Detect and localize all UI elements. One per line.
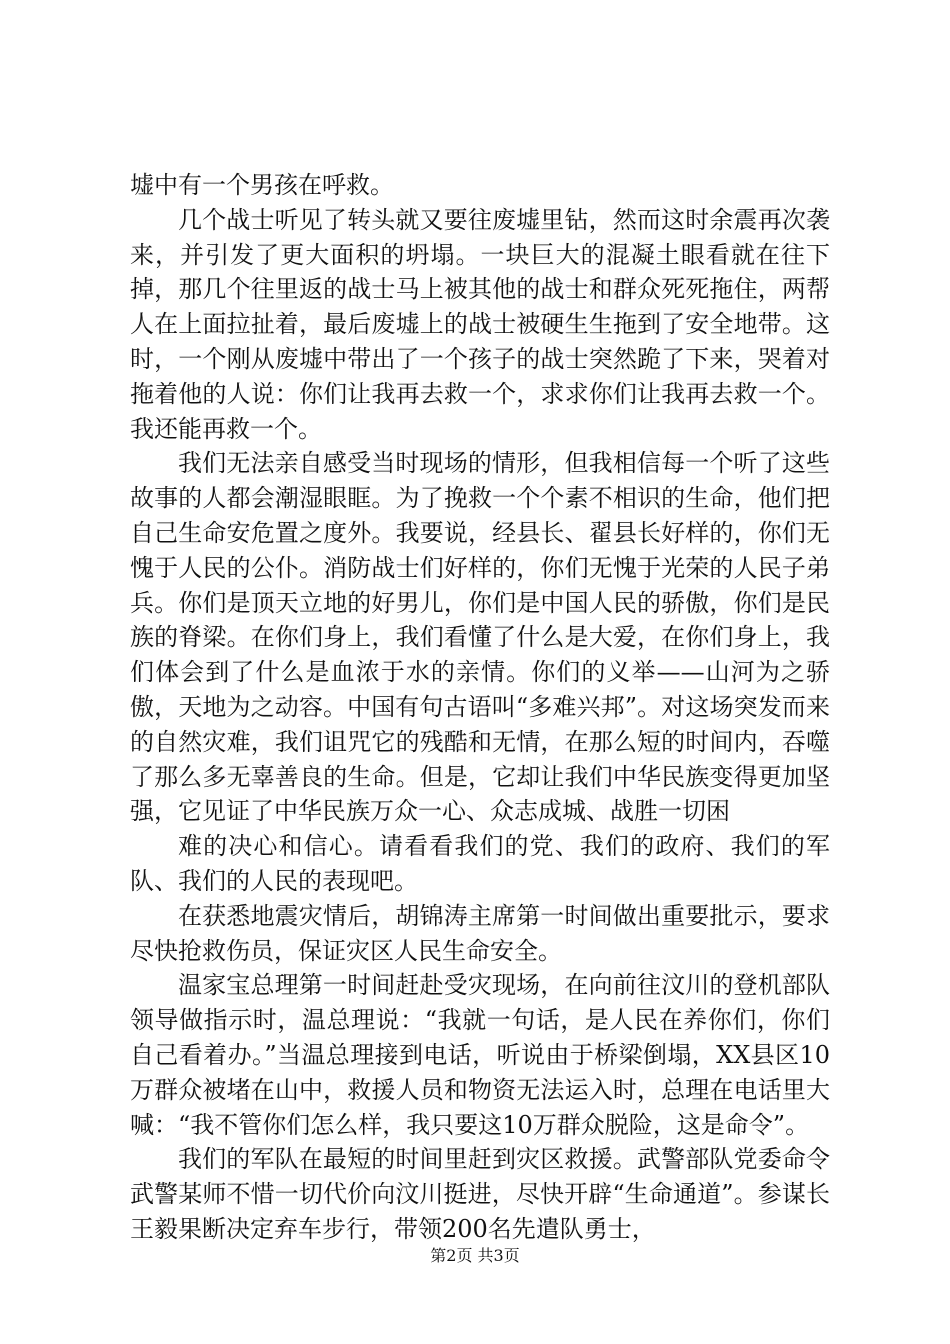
paragraph-5: 在获悉地震灾情后，胡锦涛主席第一时间做出重要批示，要求尽快抢救伤员，保证灾区人民生命安全。 bbox=[130, 901, 830, 965]
paragraph-7: 我们的军队在最短的时间里赶到灾区救援。武警部队党委命令武警某师不惜一切代价向汶川挺进，尽快开辟“生命通道”。参谋长王毅果断决定弃车步行，带领200名先遣队勇士， bbox=[130, 1145, 830, 1243]
paragraph-3: 我们无法亲自感受当时现场的情形，但我相信每一个听了这些故事的人都会潮湿眼眶。为了挽救一个个素不相识的生命，他们把自己生命安危置之度外。我要说，经县长、翟县长好样的，你们无愧于人民的公仆。消防战士们好样的，你们无愧于光荣的人民子弟兵。你们是顶天立地的好男儿，你们是中国人民的骄傲，你们是民族的脊梁。在你们身上，我们看懂了什么是大爱，在你们身上，我们体会到了什么是血浓于水的亲情。你们的义举——山河为之骄傲，天地为之动容。中国有句古语叫“多难兴邦”。对这场突发而来的自然灾难，我们诅咒它的残酷和无情，在那么短的时间内，吞噬了那么多无辜善良的生命。但是，它却让我们中华民族变得更加坚强，它见证了中华民族万众一心、众志成城、战胜一切困 bbox=[130, 449, 830, 826]
paragraph-4: 难的决心和信心。请看看我们的党、我们的政府、我们的军队、我们的人民的表现吧。 bbox=[130, 832, 830, 895]
paragraph-6: 温家宝总理第一时间赶赴受灾现场，在向前往汶川的登机部队领导做指示时，温总理说：“我就一句话，是人民在养你们，你们自己看着办。”当温总理接到电话，听说由于桥梁倒塌，XX县区10万群众被堵在山中，救援人员和物资无法运入时，总理在电话里大喊：“我不管你们怎么样，我只要这10万群众脱险，这是命令”。 bbox=[130, 971, 830, 1139]
page-footer: 第2页 共3页 bbox=[430, 1246, 520, 1265]
paragraph-2: 几个战士听见了转头就又要往废墟里钻，然而这时余震再次袭来，并引发了更大面积的坍塌。一块巨大的混凝土眼看就在往下掉，那几个往里返的战士马上被其他的战士和群众死死拖住，两帮人在上面拉扯着，最后废墟上的战士被硬生生拖到了安全地带。这时，一个刚从废墟中带出了一个孩子的战士突然跪了下来，哭着对拖着他的人说：你们让我再去救一个，求求你们让我再去救一个。我还能再救一个。 bbox=[130, 205, 830, 443]
paragraph-1: 墟中有一个男孩在呼救。 bbox=[130, 171, 394, 199]
document-body bbox=[130, 168, 830, 1247]
